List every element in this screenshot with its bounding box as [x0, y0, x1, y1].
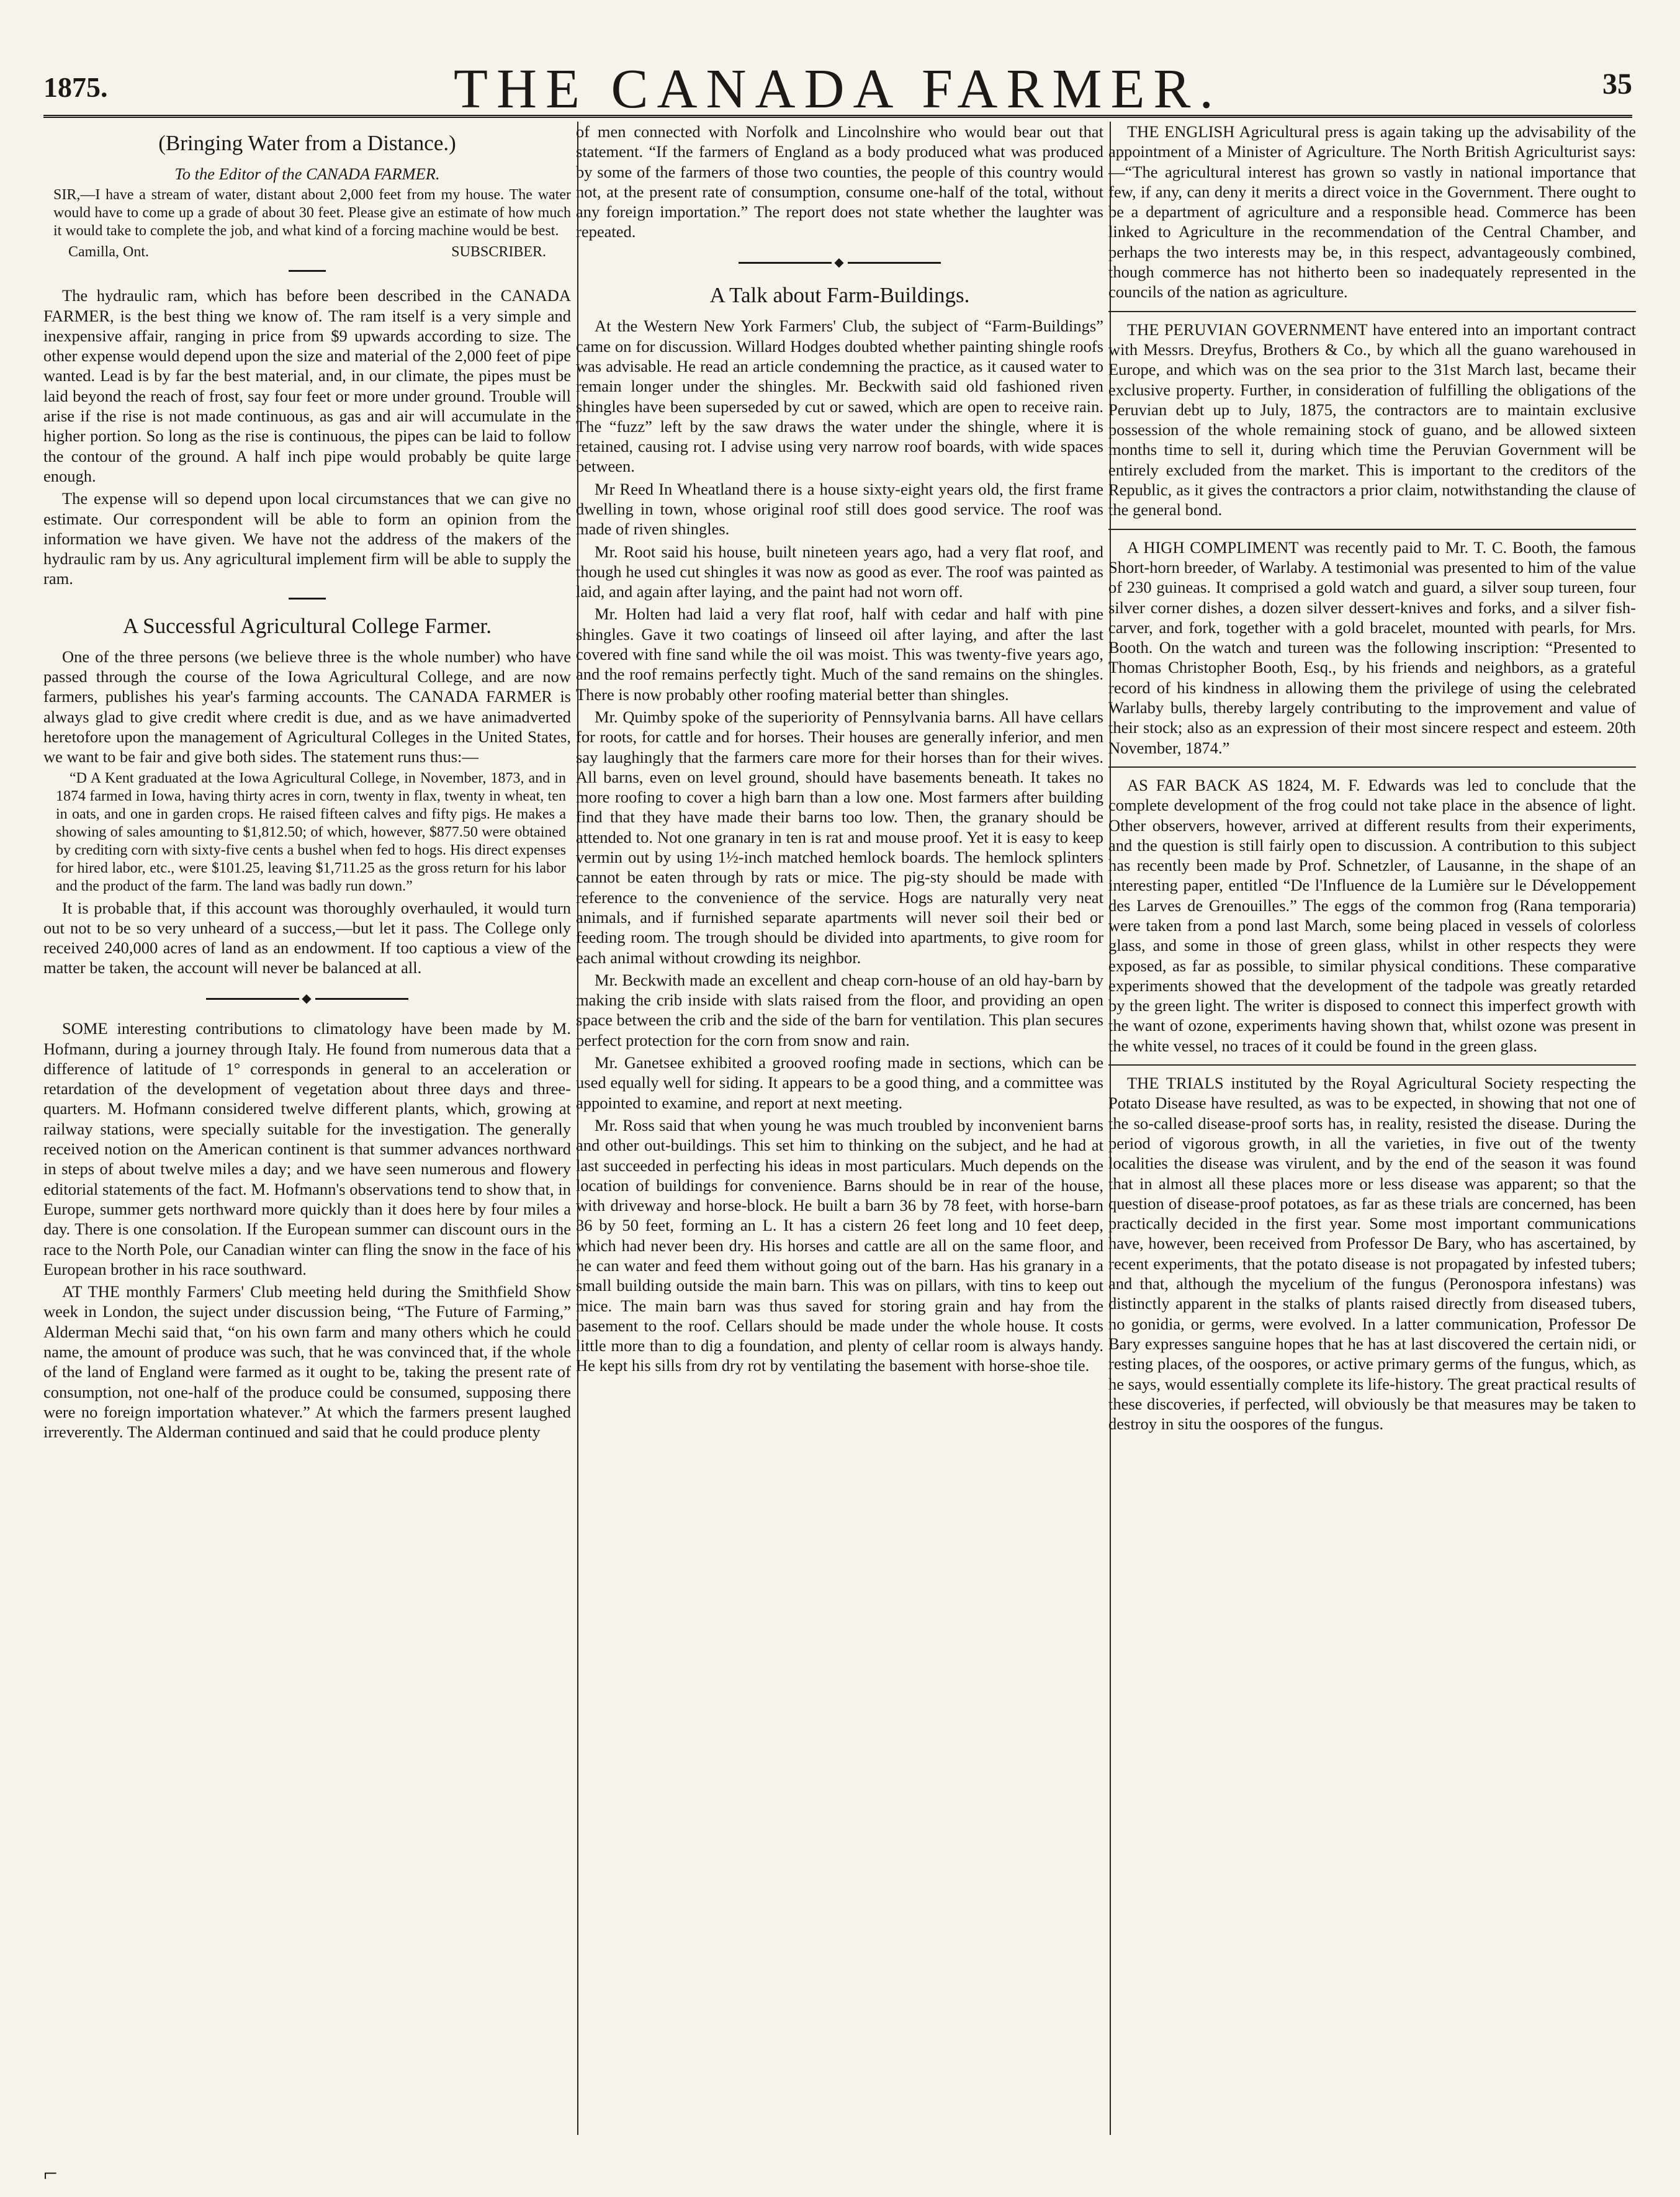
newspaper-title: THE CANADA FARMER.	[454, 58, 1222, 120]
ornamental-rule: ◆	[43, 988, 571, 1009]
letter-signature-line	[43, 243, 571, 261]
page-number: 35	[1602, 68, 1632, 101]
printer-mark: ⌐	[43, 2159, 58, 2187]
news-item-text: instituted by the Royal Agricultural Society respecting the Potato Disease have resulted, as was to be expected, in showing that not one of the so-called disease-proof sorts has, in reality, resisted the disease. During the period of vigorous growth, in all the varieties, in five out of the twenty localities the disease was virulent, and by the end of the season it was found that in almost all these places more or less disease was apparent; so that the question of disease-proof potatoes, as far as these trials are concerned, has been practically decided in the first year. Some most important communications have, however, been received from Professor De Bary, who has ascertained, by recent experiments, that the potato disease is not propagated by infested tubers; and that, although the mycelium of the fungus (Peronospora infestans) was distinctly apparent in the stalks of plants raised directly from diseased tubers, no gonidia, or germs, were evolved. In a latter communication, Professor De Bary expresses sanguine hopes that he has at last discovered the certain nidi, or resting places, of the oospores, or active primary germs of the fungus, which, as he says, would essentially complete its life-history. The great practical results of these discoveries, if perfected, will obviously be that measures may be taken to destroy in situ the oospores of the fungus.	[1108, 1074, 1636, 1434]
column-2	[576, 122, 1103, 2135]
paragraph: At the Western New York Farmers' Club, the subject of “Farm-Buildings” came on for discussion. Willard Hodges doubted whether painting shingle roofs was advisable. He read an article condemning the practice, as it caused water to remain longer under the shingles. Mr. Beckwith said old fashioned riven shingles have been superseded by cut or sawed, which are open to receive rain. The “fuzz” left by the saw draws the water under the shingle, where it is retained, causing rot. I advise using very narrow roof boards, with wide spaces between.	[576, 317, 1103, 476]
article-title: A Successful Agricultural College Farmer.	[123, 613, 492, 638]
paragraph: Mr Reed In Wheatland there is a house sixty-eight years old, the first frame dwelling in town, whose original roof still does good service. The roof was made of riven shingles.	[576, 479, 1103, 539]
ornamental-rule: ◆	[576, 252, 1103, 273]
masthead	[43, 48, 1632, 118]
article-bringing-water	[43, 130, 571, 589]
lead-words: A HIGH COMPLIMENT	[1127, 537, 1299, 557]
lead-words: AT THE	[62, 1282, 120, 1301]
block-quote	[43, 770, 571, 896]
paragraph	[43, 1282, 571, 1442]
issue-year: 1875.	[43, 71, 108, 103]
news-item-text: have entered into an important contract with Messrs. Dreyfus, Brothers & Co., by which all the guano warehoused in Europe, and which was on the sea prior to the 31st March last, became their exclusive property. Further, in consideration of fulfilling the obligations of the Peruvian debt up to July, 1875, the contractors are to maintain exclusive possession of the whole remaining stock of guano, and be allowed sixteen months time to sell it, during which time the Peruvian Government will be entirely excluded from the market. This is important to the creditors of the Republic, as it gives the contractors a prior claim, notwithstanding the clause of the general bond.	[1108, 320, 1636, 519]
article-climatology	[43, 1018, 571, 1442]
paragraph: Mr. Quimby spoke of the superiority of Pennsylvania barns. All have cellars for roots, for cattle and for horses. Their houses are generally inferior, and men say laughingly that the farmers care more for their horses than for their wives. All barns, even on level ground, should have basements beneath. It takes no more roofing to cover a high barn than a low one. Most farmers after building find that they have made their barns too low. Then, the granary should be attended to. Not one granary in ten is rat and mouse proof. Yet it is easy to keep vermin out by using 1½-inch matched hemlock boards. The hemlock splinters cannot be eaten through by rats or mice. The pig-sty should be made with reference to the convenience of the service. Hogs are naturally very neat animals, and if furnished separate apartments will never soil their bed or feeding room. The trough should be divided into apartments, to give room for each animal without crowding its neighbor.	[576, 707, 1103, 967]
paragraph-text: interesting contributions to climatology have been made by M. Hofmann, during a journey through Italy. He found from numerous data that a difference of latitude of 1° corresponds in general to an acceleration or retardation of the development of vegetation about three days and three-quarters. M. Hofmann considered twelve different plants, which, growing at railway stations, were specially suitable for the investigation. The generally received notion on the American continent is that summer advances northward in steps of about twelve miles a day; and we have seen numerous and flowery editorial statements of the fact. M. Hofmann's observations tend to show that, in Europe, summer gets northward more quickly than it does here by four miles a day. There is one consolation. If the European summer can discount ours in the race to the North Pole, our Canadian winter can fling the snow in the face of his European brother in his race southward.	[43, 1019, 571, 1278]
paragraph: It is probable that, if this account was thoroughly overhauled, it would turn out not to be so very unheard of a success,—but let it pass. The College only received 240,000 acres of land as an endowment. If too captious a view of the matter be taken, the account will never be balanced at all.	[43, 898, 571, 977]
paragraph: Mr. Beckwith made an excellent and cheap corn-house of an old hay-barn by making the crib inside with slats raised from the floor, and providing an open space between the crib and the side of the barn for ventilation. This plan secures perfect protection for the corn from snow and rain.	[576, 970, 1103, 1049]
paragraph: The hydraulic ram, which has before been described in the CANADA FARMER, is the best thing we know of. The ram itself is a very simple and inexpensive affair, ranging in price from $9 upwards according to size. The other expense would depend upon the size and material of the 2,000 feet of pipe wanted. Lead is by far the best material, and, in our climate, the pipes must be laid beyond the reach of frost, say four feet or more under ground. Trouble will arise if the rise is not made continuous, as gas and air will accumulate in the higher portion. So long as the rise is continuous, the pipes can be laid to follow the contour of the ground. A half inch pipe would probably be quite large enough.	[43, 286, 571, 485]
paragraph: Mr. Ross said that when young he was much troubled by inconvenient barns and other out-buildings. This set him to thinking on the subject, and he had at last succeeded in perfecting his ideas in most particulars. Much depends on the location of buildings for convenience. Barns should be in rear of the house, with driveway and horse-block. He built a barn 36 by 78 feet, with horse-barn 36 by 50 feet, forming an L. It has a cistern 26 feet long and 10 feet deep, which had never been dry. His horses and cattle are all on the same floor, and he can water and feed them without going out of the barn. Has his granary in a small building outside the main barn. This was on pillars, with tins to keep out mice. The main barn was thus saved for storing grain and hay from the basement to the roof. Cellars should be made under the whole house. It costs little more than to dig a foundation, and plenty of cellar room is always handy. He kept his sills from dry rot by ventilating the basement with horse-shoe tile.	[576, 1115, 1103, 1375]
news-item-text: Agricultural press is again taking up the advisability of the appointment of a Minister of Agriculture. The North British Agriculturist says:—“The agricultural interest has grown so vastly in national importance that few, if any, can deny it merits a direct voice in the Government. There ought to be a department of agriculture and a responsible head. Commerce has been linked to Agriculture in the recommendation of the Central Chamber, and perhaps the two interests may be, in this respect, advantageously combined, though commerce has not hitherto been so inadequately represented in the councils of the nation as agriculture.	[1108, 122, 1636, 302]
news-item	[1108, 122, 1636, 302]
article-title: (Bringing Water from a Distance.)	[158, 131, 456, 155]
paragraph: Mr. Ganetsee exhibited a grooved roofing made in sections, which can be used equally well for siding. It appears to be a good thing, and a committee was appointed to examine, and report at next meeting.	[576, 1053, 1103, 1112]
letter-salutation: To the Editor of the CANADA FARMER.	[174, 164, 440, 183]
lead-words: THE TRIALS	[1127, 1074, 1224, 1093]
paragraph: The expense will so depend upon local circumstances that we can give no estimate. Our correspondent will be able to form an opinion from the information we have given. We have not the address of the makers of the hydraulic ram by us. Any agricultural implement firm will be able to supply the ram.	[43, 489, 571, 588]
lead-words: THE PERUVIAN GOVERNMENT	[1127, 320, 1368, 339]
paragraph: One of the three persons (we believe three is the whole number) who have passed through the course of the Iowa Agricultural College, and are now farmers, publishes his year's farming accounts. The CANADA FARMER is always glad to give credit where credit is due, and as we have animadverted heretofore upon the management of Agricultural Colleges in the United States, we want to be fair and give both sides. The statement runs thus:—	[43, 647, 571, 766]
reader-letter	[43, 186, 571, 240]
lead-words: AS FAR BACK AS	[1127, 775, 1269, 794]
paragraph: Mr. Root said his house, built nineteen years ago, had a very flat roof, and though he used cut shingles it was now as good as ever. The roof was painted as laid, and again after laying, and the paint had not worn off.	[576, 542, 1103, 601]
news-item	[1108, 529, 1636, 758]
column-1	[43, 122, 571, 2135]
news-item-text: 1824, M. F. Edwards was led to conclude that the complete development of the frog could not take place in the absence of light. Other observers, however, arrived at different results from their experiments, and the question is still fairly open to discussion. A contribution to this subject has recently been made by Prof. Schnetzler, of Lausanne, in the shape of an interesting paper, entitled “De l'Influence de la Lumière sur le Développement des Larves de Grenouilles.” The eggs of the common frog (Rana temporaria) were taken from a pond last March, some being placed in vessels of colorless glass, and some in those of green glass, whilst in other respects they were exposed, as far as possible, to similar physical conditions. These comparative experiments showed that the development of the tadpole was greatly retarded by the green light. The writer is disposed to connect this imperfect growth with the want of ozone, experiments having shown that, whilst ozone was present in the white vessel, no traces of it could be found in the green glass.	[1108, 775, 1636, 1055]
news-item	[1108, 766, 1636, 1056]
article-title: A Talk about Farm-Buildings.	[709, 283, 970, 308]
letter-body: SIR,—I have a stream of water, distant about 2,000 feet from my house. The water would have to come up a grade of about 30 feet. Please give an estimate of how much it would take to complete the job, and what kind of a forcing machine would be best.	[53, 187, 571, 240]
paragraph: Mr. Holten had laid a very flat roof, half with cedar and half with pine shingles. Gave it two coatings of linseed oil after laying, and after the last covered with fine sand while the oil was moist. This was twenty-five years ago, and the roof remains perfectly tight. Much of the sand remains on the shingles. There is now probably other roofing material better than shingles.	[576, 604, 1103, 704]
news-item	[1108, 311, 1636, 520]
letter-signature: SUBSCRIBER.	[451, 244, 546, 261]
divider	[289, 598, 326, 600]
paragraph	[43, 1018, 571, 1279]
quote-text: “D A Kent graduated at the Iowa Agricultural College, in November, 1873, and in 1874 farmed in Iowa, having thirty acres in corn, twenty in flax, twenty in wheat, ten in oats, and one in garden crops. He raised fifteen calves and fifty pigs. He makes a showing of sales amounting to $1,812.50; of which, however, $877.50 were obtained by crediting corn with sixty-five cents a bushel when fed to hogs. His direct expenses for hired labor, etc., were $101.25, leaving $1,711.25 as the gross return for his labor and the product of the farm. The land was badly run down.”	[56, 770, 566, 894]
continued-paragraph: of men connected with Norfolk and Lincolnshire who would bear out that statement. “If the farmers of England as a body produced what was produced by some of the farmers of those two counties, the people of this country would not, at the present rate of consumption, consume one-half of the total, without any foreign importation.” The report does not state whether the laughter was repeated.	[576, 122, 1103, 241]
column-3	[1108, 122, 1636, 2135]
article-farm-buildings	[576, 282, 1103, 1375]
lead-words: THE ENGLISH	[1127, 122, 1235, 141]
news-item	[1108, 1064, 1636, 1434]
paragraph-text: monthly Farmers' Club meeting held during the Smithfield Show week in London, the suject under discussion being, “The Future of Farming,” Alderman Mechi said that, “on his own farm and many others which he could name, the amount of produce was such, that he was convinced that, if the whole of the land of England were farmed as it ought to be, taking the present rate of consumption, not one-half of the produce could be consumed, supposing there were no foreign importation whatever.” At which the farmers present laughed irreverently. The Alderman continued and said that he could produce plenty	[43, 1282, 571, 1442]
letter-place: Camilla, Ont.	[68, 244, 149, 261]
lead-words: SOME	[62, 1019, 108, 1038]
article-college-farmer	[43, 613, 571, 978]
divider	[289, 270, 326, 272]
news-item-text: was recently paid to Mr. T. C. Booth, the famous Short-horn breeder, of Warlaby. A testimonial was presented to him of the value of 230 guineas. It comprised a gold watch and guard, a silver soup tureen, four silver corner dishes, a dozen silver dessert-knives and forks, and a silver fish-carver, and fork, together with a gold bracelet, mounted with pearls, for Mrs. Booth. On the watch and tureen was the following inscription: “Presented to Thomas Christopher Booth, Esq., by his friends and neighbors, as a grateful record of his kindness in allowing them the privilege of using the celebrated Warlaby bulls, thereby largely contributing to the improvement and value of their stock; also as an expression of their most sincere respect and esteem. 20th November, 1874.”	[1108, 537, 1636, 757]
